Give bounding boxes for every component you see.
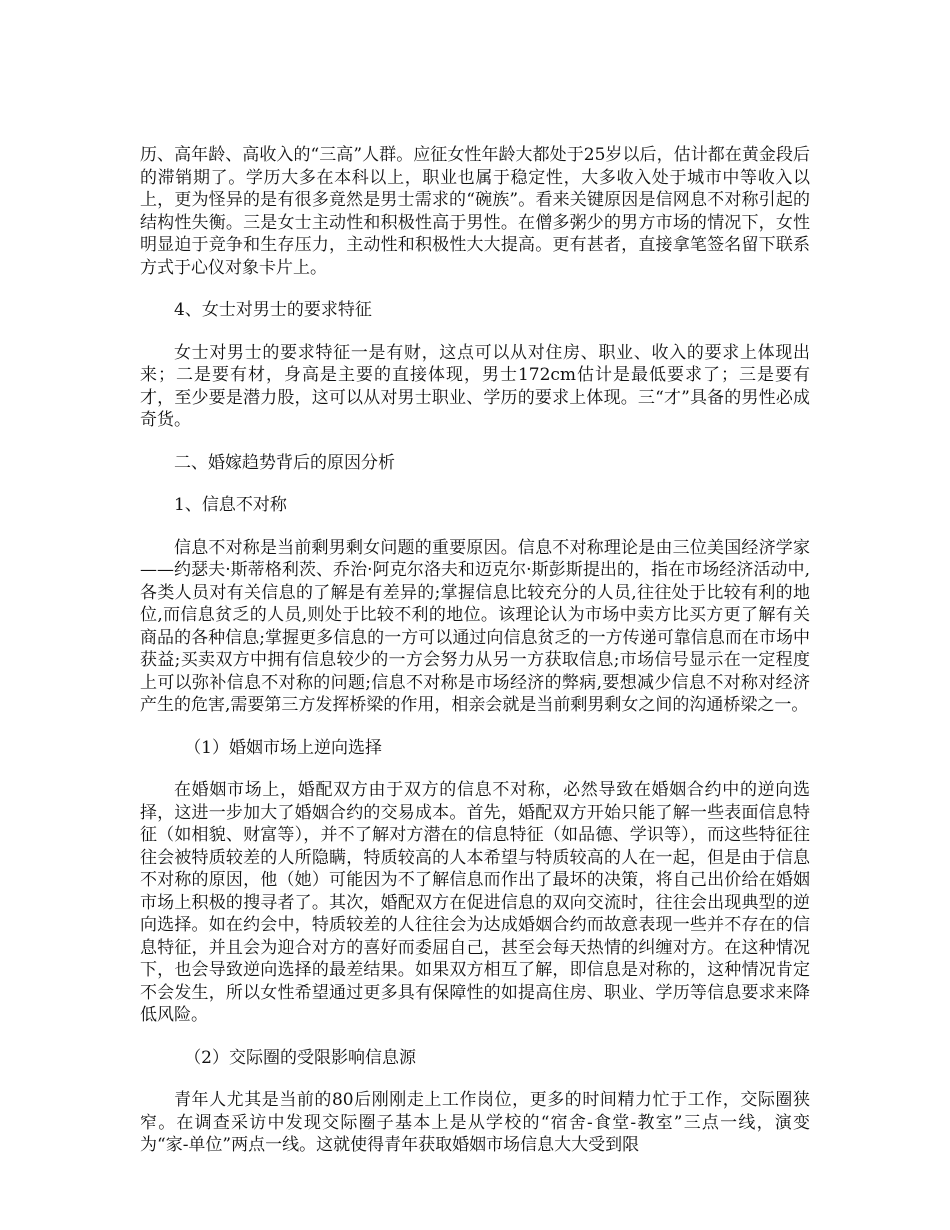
document-page (140, 144, 810, 1157)
paragraph-gap (140, 517, 810, 537)
paragraph-adverse-selection: 在婚姻市场上，婚配双方由于双方的信息不对称，必然导致在婚姻合约中的逆向选择，这进一步加大了婚姻合约的交易成本。首先，婚配双方开始只能了解一些表面信息特征（如相貌、财富等），并不了解对方潜在的信息特征（如品德、学识等），而这些特征往往会被特质较差的人所隐瞒，特质较高的人本希望与特质较高的人在一起，但是由于信息不对称的原因，他（她）可能因为不了解信息而作出了最坏的决策，将自己出价给在婚姻市场上积极的搜寻者了。其次，婚配双方在促进信息的双向交流时，往往会出现典型的逆向选择。如在约会中，特质较差的人往往会为达成婚姻合约而故意表现一些并不存在的信息特征，并且会为迎合对方的喜好而委屈自己，甚至会每天热情的纠缠对方。在这种情况下，也会导致逆向选择的最差结果。如果双方相互了解，即信息是对称的，这种情况肯定不会发生，所以女性希望通过更多具有保障性的如提高住房、职业、学历等信息要求来降低风险。 (140, 780, 810, 1025)
heading-requirements: 4、女士对男士的要求特征 (174, 300, 372, 320)
heading-adverse-selection: （1）婚姻市场上逆向选择 (184, 737, 383, 758)
paragraph-gap (140, 474, 810, 494)
paragraph-gap (140, 1027, 810, 1047)
heading-social-circle: （2）交际圈的受限影响信息源 (184, 1047, 417, 1068)
paragraph-gap (140, 759, 810, 779)
paragraph-three-highs: 历、高年龄、高收入的“三高”人群。应征女性年龄大都处于25岁以后，估计都在黄金段后的滞销期了。学历大多在本科以上，职业也属于稳定性，大多收入处于城市中等收入以上，更为怪异的是有很多竟然是男士需求的“碗族”。看来关键原因是信网息不对称引起的结构性失衡。三是女士主动性和积极性高于男性。在僧多粥少的男方市场的情况下，女性明显迫于竞争和生存压力，主动性和积极性大大提高。更有甚者，直接拿笔签名留下联系方式于心仪对象卡片上。 (140, 145, 810, 278)
paragraph-requirements: 女士对男士的要求特征一是有财，这点可以从对住房、职业、收入的要求上体现出来；二是要有材，身高是主要的直接体现，男士172cm估计是最低要求了；三是要有才，至少要是潜力股，这可以从对男士职业、学历的要求上体现。三“才”具备的男性必成奇货。 (140, 342, 810, 430)
heading-information-asymmetry: 1、信息不对称 (174, 495, 287, 515)
paragraph-information-asymmetry: 信息不对称是当前剩男剩女问题的重要原因。信息不对称理论是由三位美国经济学家——约瑟夫·斯蒂格利茨、乔治·阿克尔洛夫和迈克尔·斯彭斯提出的，指在市场经济活动中,各类人员对有关信息的了解是有差异的;掌握信息比较充分的人员,往往处于比较有利的地位,而信息贫乏的人员,则处于比较不利的地位。该理论认为市场中卖方比买方更了解有关商品的各种信息;掌握更多信息的一方可以通过向信息贫乏的一方传递可靠信息而在市场中获益;买卖双方中拥有信息较少的一方会努力从另一方获取信息;市场信号显示在一定程度上可以弥补信息不对称的问题;信息不对称是市场经济的弊病,要想减少信息不对称对经济产生的危害,需要第三方发挥桥梁的作用，相亲会就是当前剩男剩女之间的沟通桥梁之一。 (140, 537, 810, 715)
paragraph-gap (140, 432, 810, 452)
paragraph-social-circle: 青年人尤其是当前的80后刚刚走上工作岗位，更多的时间精力忙于工作，交际圈狭窄。在调查采访中发现交际圈子基本上是从学校的“宿舍-食堂-教室”三点一线，演变为“家-单位”两点一线。这就使得青年获取婚姻市场信息大大受到限 (140, 1090, 810, 1155)
paragraph-gap (140, 279, 810, 299)
paragraph-gap (140, 322, 810, 342)
paragraph-gap (140, 1069, 810, 1089)
heading-section-two: 二、婚嫁趋势背后的原因分析 (174, 452, 395, 473)
paragraph-gap (140, 717, 810, 737)
